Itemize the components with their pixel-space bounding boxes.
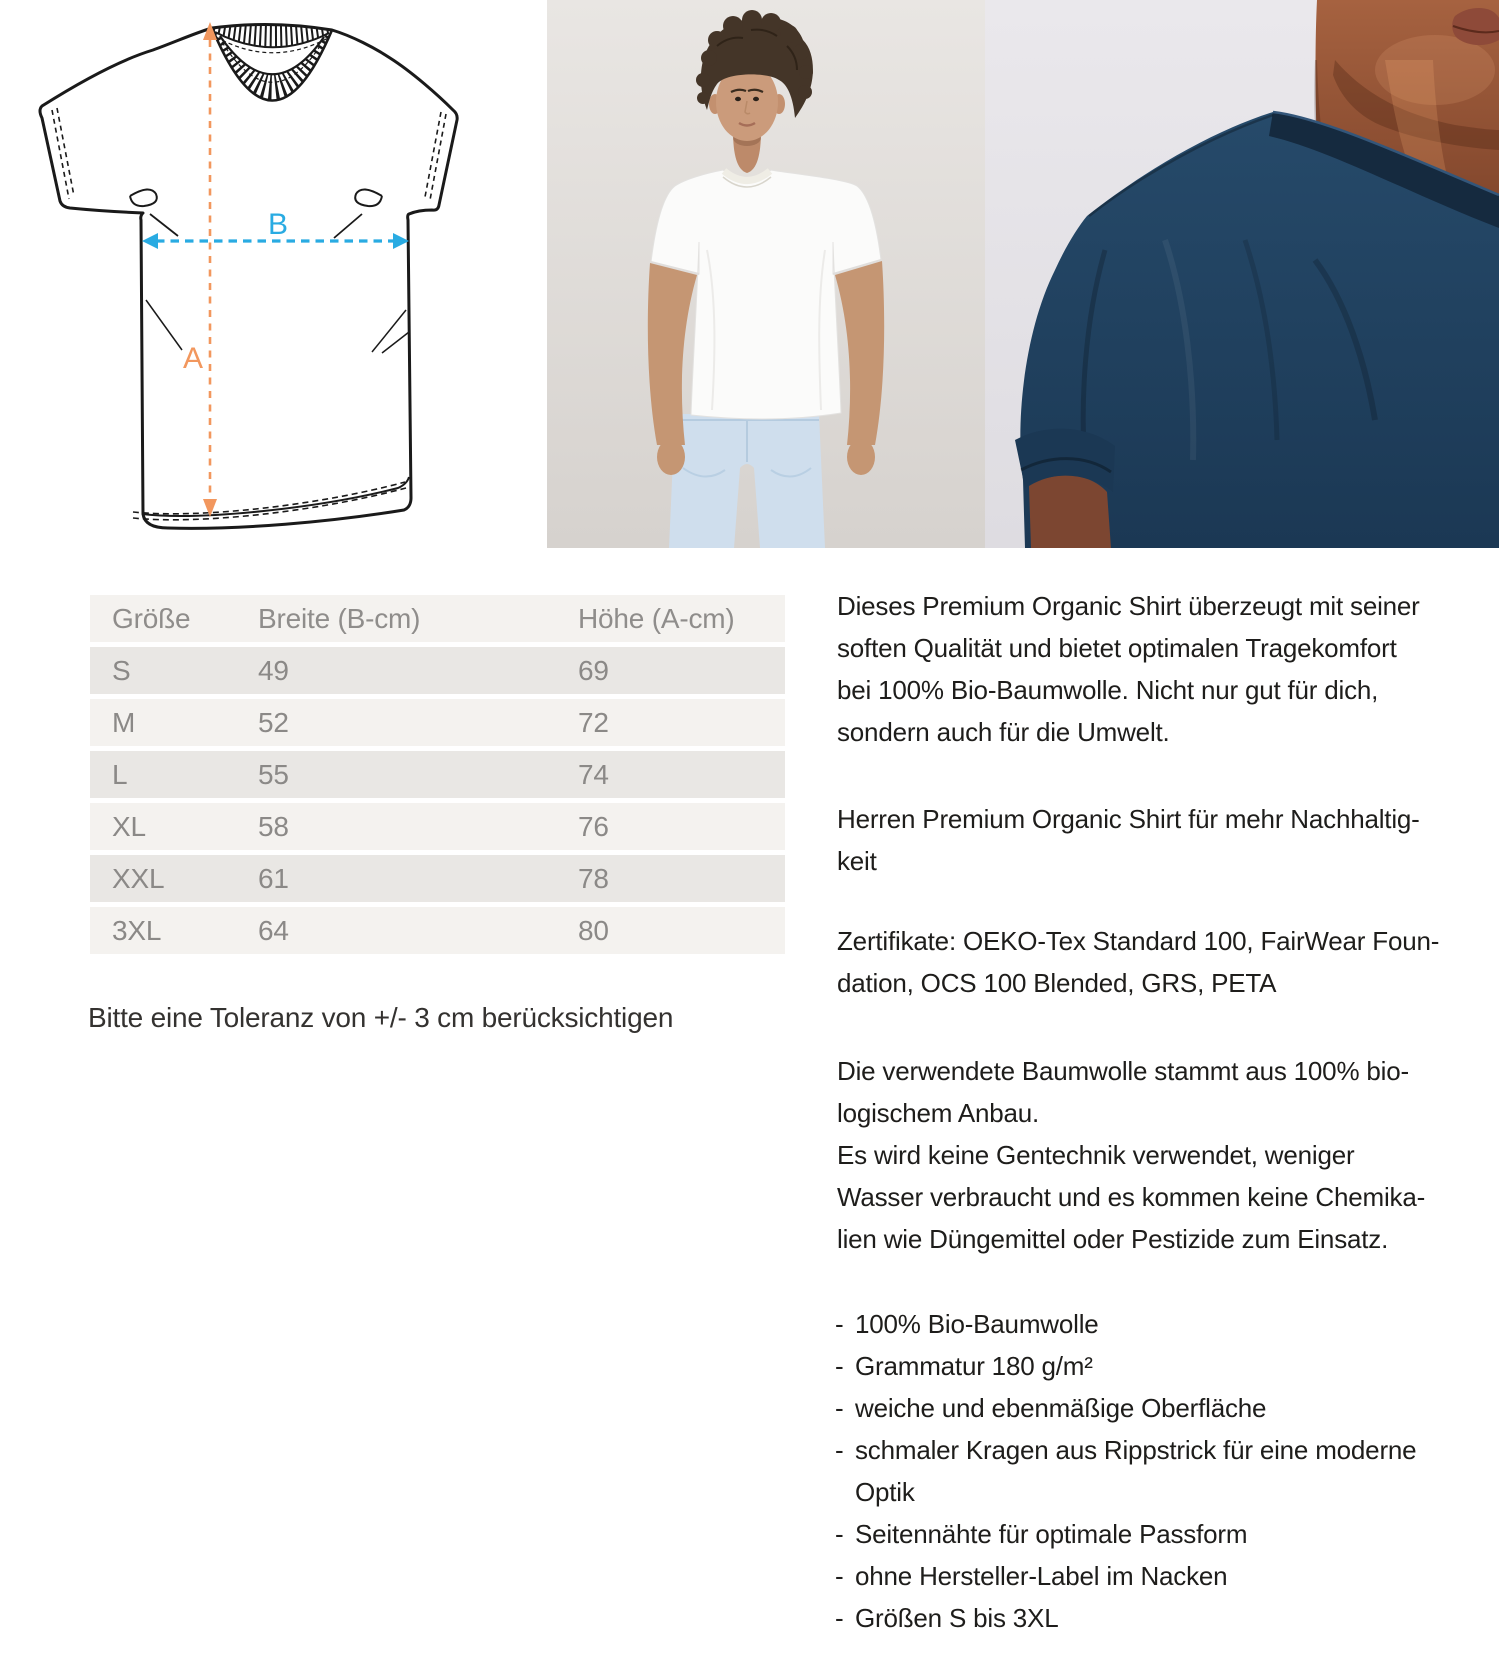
- label-b: B: [267, 208, 289, 241]
- size-table: [90, 595, 785, 959]
- description-paragraph: Dieses Premium Organic Shirt überzeugt mit seiner soften Qualität und bietet optimalen Tragekomfort bei 100% Bio-Baumwolle. Nicht nur gut für dich, sondern auch für die Umwelt.: [837, 591, 1420, 747]
- bullet-dash: -: [835, 1435, 844, 1465]
- table-row: M 52 72: [90, 699, 785, 746]
- feature-item: - 100% Bio-Baumwolle: [835, 1303, 1477, 1345]
- detail-model-lips: [1452, 8, 1499, 45]
- feature-item: - Größen S bis 3XL: [835, 1597, 1477, 1639]
- description-paragraph: Herren Premium Organic Shirt für mehr Nachhaltig- keit: [837, 804, 1420, 876]
- product-description: [837, 585, 1477, 1639]
- bullet-dash: -: [835, 1603, 844, 1633]
- feature-list: [835, 1303, 1477, 1639]
- bullet-dash: -: [835, 1351, 844, 1381]
- tolerance-note: Bitte eine Toleranz von +/- 3 cm berücksichtigen: [88, 1002, 674, 1033]
- feature-item: - schmaler Kragen aus Rippstrick für eine moderne Optik: [835, 1429, 1477, 1513]
- col-header-width: Breite (B-cm): [258, 603, 421, 634]
- tshirt-outline-drawing: [40, 24, 457, 528]
- feature-item: - Seitennähte für optimale Passform: [835, 1513, 1477, 1555]
- size-diagram: [25, 0, 485, 530]
- table-row: S 49 69: [90, 647, 785, 694]
- size-table-header: [90, 595, 785, 642]
- product-photo-detail-navy: [985, 0, 1499, 548]
- table-row: L 55 74: [90, 751, 785, 798]
- table-row: XXL 61 78: [90, 855, 785, 902]
- feature-item: - Grammatur 180 g/m²: [835, 1345, 1477, 1387]
- description-paragraph: Die verwendete Baumwolle stammt aus 100% bio- logischem Anbau. Es wird keine Gentechnik verwendet, weniger Wasser verbraucht und es kommen keine Chemika- lien wie Düngemittel oder Pestizide zum Einsatz.: [837, 1056, 1426, 1254]
- bullet-dash: -: [835, 1309, 844, 1339]
- col-header-height: Höhe (A-cm): [578, 603, 735, 634]
- label-a: A: [182, 342, 204, 375]
- feature-item: - ohne Hersteller-Label im Nacken: [835, 1555, 1477, 1597]
- bullet-dash: -: [835, 1561, 844, 1591]
- col-header-size: Größe: [112, 603, 191, 634]
- table-row: 3XL 64 80: [90, 907, 785, 954]
- product-photo-model: [547, 0, 985, 548]
- bullet-dash: -: [835, 1393, 844, 1423]
- table-row: XL 58 76: [90, 803, 785, 850]
- bullet-dash: -: [835, 1519, 844, 1549]
- description-paragraph: Zertifikate: OEKO-Tex Standard 100, FairWear Foun- dation, OCS 100 Blended, GRS, PETA: [837, 926, 1440, 998]
- feature-item: - weiche und ebenmäßige Oberfläche: [835, 1387, 1477, 1429]
